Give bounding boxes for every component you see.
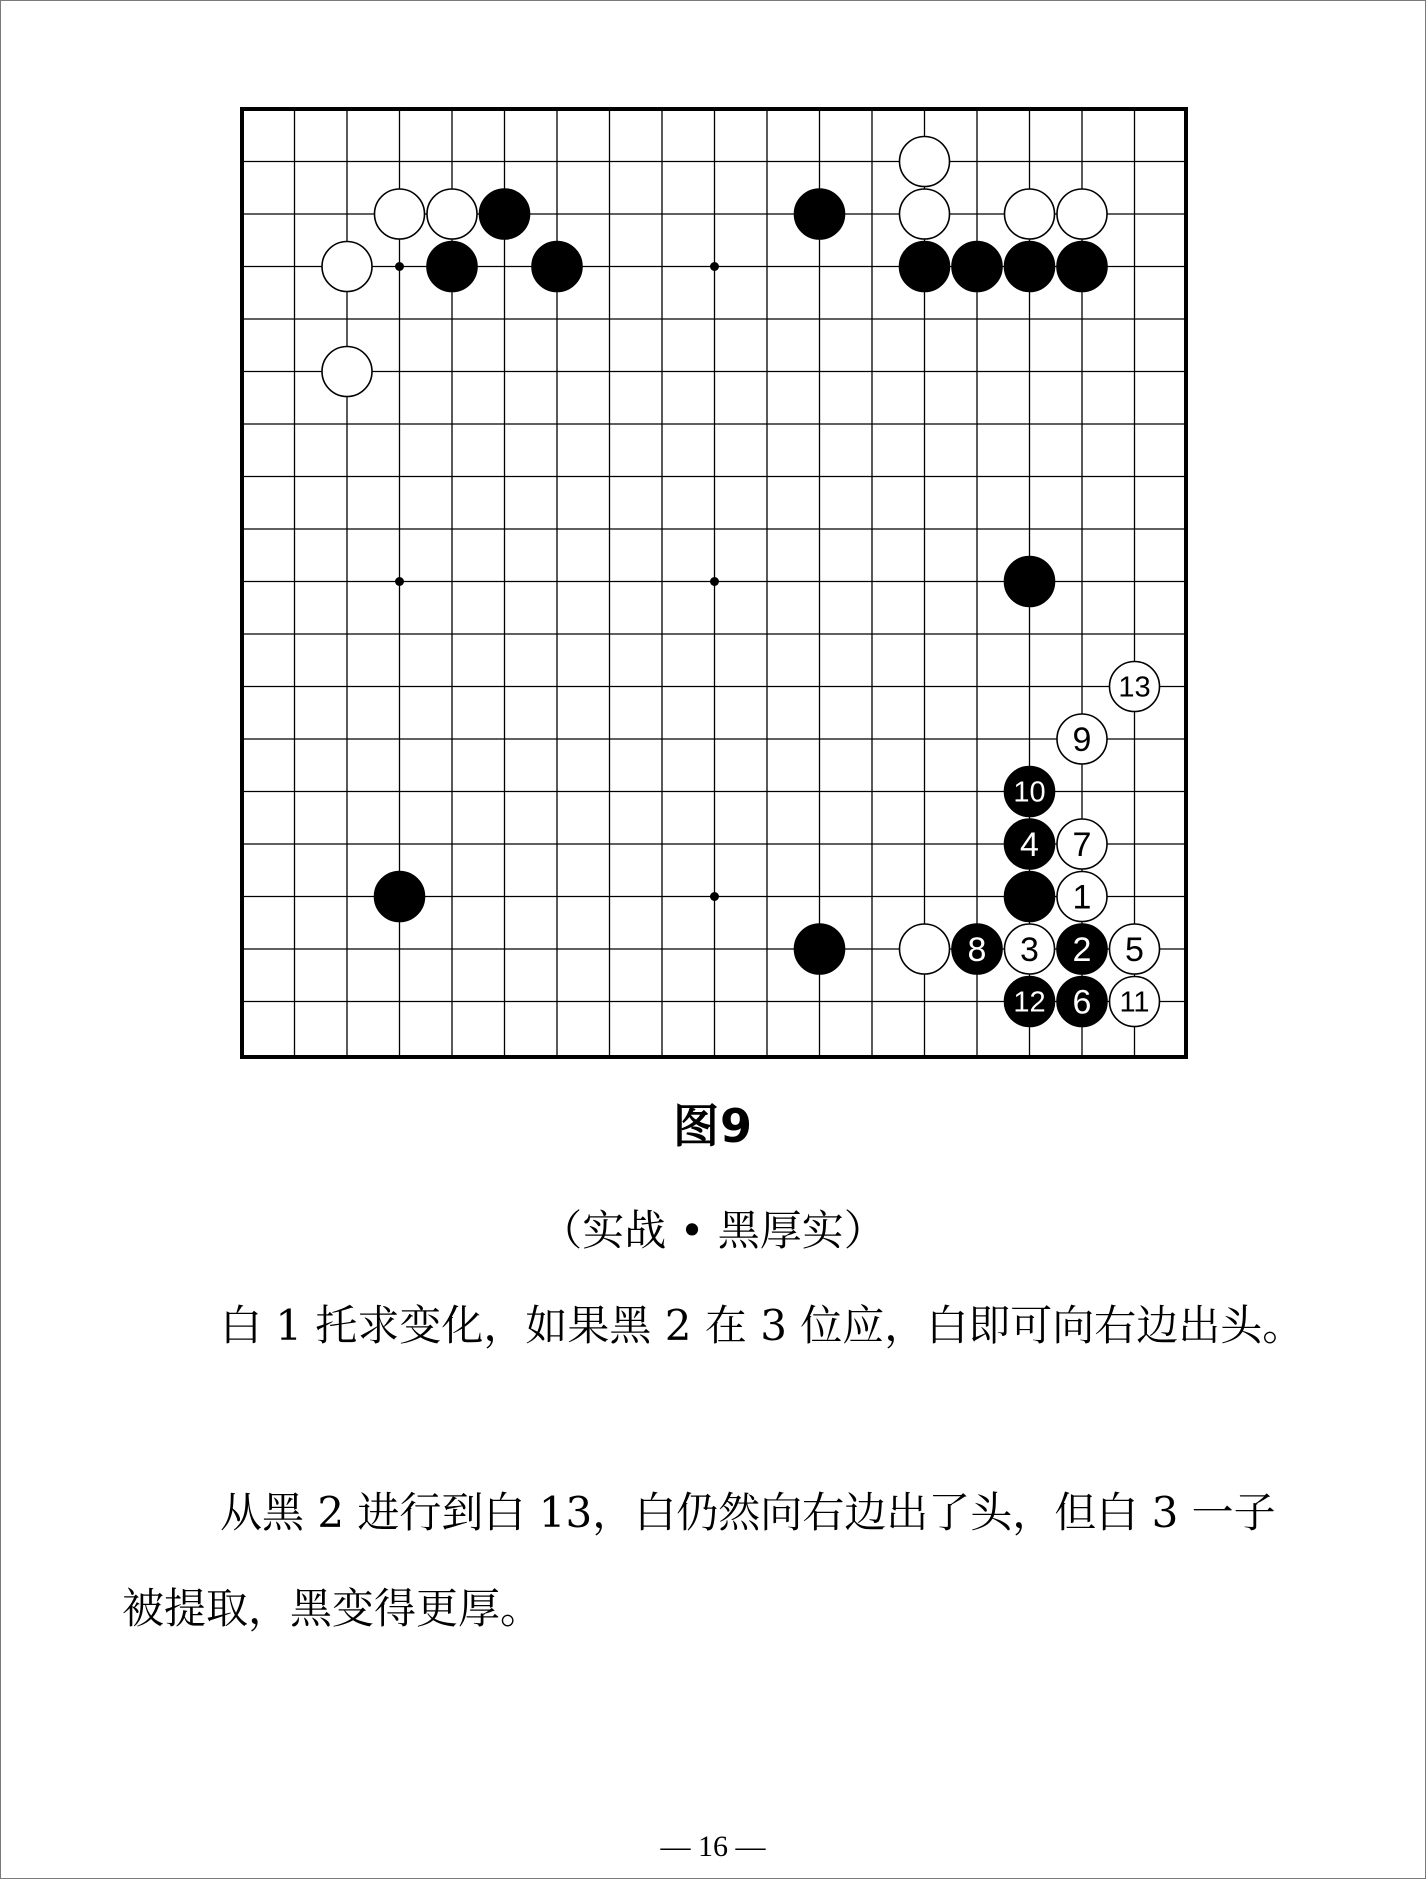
star-point [395, 577, 404, 586]
move-number-label: 1 [1072, 878, 1092, 917]
move-number-label: 10 [1013, 776, 1046, 809]
black-stone [952, 242, 1002, 292]
move-number-label: 7 [1072, 826, 1092, 864]
black-stone [1057, 242, 1107, 292]
white-stone [322, 242, 372, 292]
figure-caption: 图9 [672, 1099, 753, 1153]
move-number-label: 2 [1072, 931, 1092, 969]
black-stone [1005, 557, 1055, 607]
white-stone [900, 189, 950, 239]
star-point [710, 577, 719, 586]
black-stone [1005, 872, 1055, 922]
star-point [710, 262, 719, 271]
black-stone [427, 242, 477, 292]
commentary-paragraph-1: 白 1 托求变化，如果黑 2 在 3 位应，白即可向右边出头。 [220, 1301, 1305, 1350]
white-stone [1057, 189, 1107, 239]
move-number-label: 13 [1118, 671, 1151, 704]
page-number: — 16 — [660, 1830, 766, 1863]
black-stone [1005, 242, 1055, 292]
black-stone [375, 872, 425, 922]
black-stone [795, 189, 845, 239]
move-number-label: 11 [1119, 986, 1150, 1019]
black-stone [900, 242, 950, 292]
move-number-label: 8 [967, 931, 987, 969]
go-board-diagram [238, 105, 1190, 1060]
white-stone [375, 189, 425, 239]
move-number-label: 6 [1072, 983, 1092, 1022]
move-number-label: 9 [1072, 721, 1092, 759]
white-stone [900, 137, 950, 187]
white-stone [1005, 189, 1055, 239]
figure-subtitle: （实战 • 黑厚实） [540, 1206, 886, 1255]
white-stone [322, 347, 372, 397]
commentary-paragraph-2: 从黑 2 进行到白 13，白仍然向右边出了头，但白 3 一子被提取，黑变得更厚。 [122, 1488, 1276, 1633]
white-stone [427, 189, 477, 239]
black-stone [795, 924, 845, 974]
black-stone [480, 189, 530, 239]
move-number-label: 4 [1020, 826, 1039, 864]
move-number-label: 3 [1020, 931, 1039, 969]
white-stone [900, 924, 950, 974]
move-number-label: 5 [1125, 931, 1144, 969]
star-point [395, 262, 404, 271]
black-stone [532, 242, 582, 292]
move-number-label: 12 [1013, 986, 1046, 1019]
star-point [710, 892, 719, 901]
